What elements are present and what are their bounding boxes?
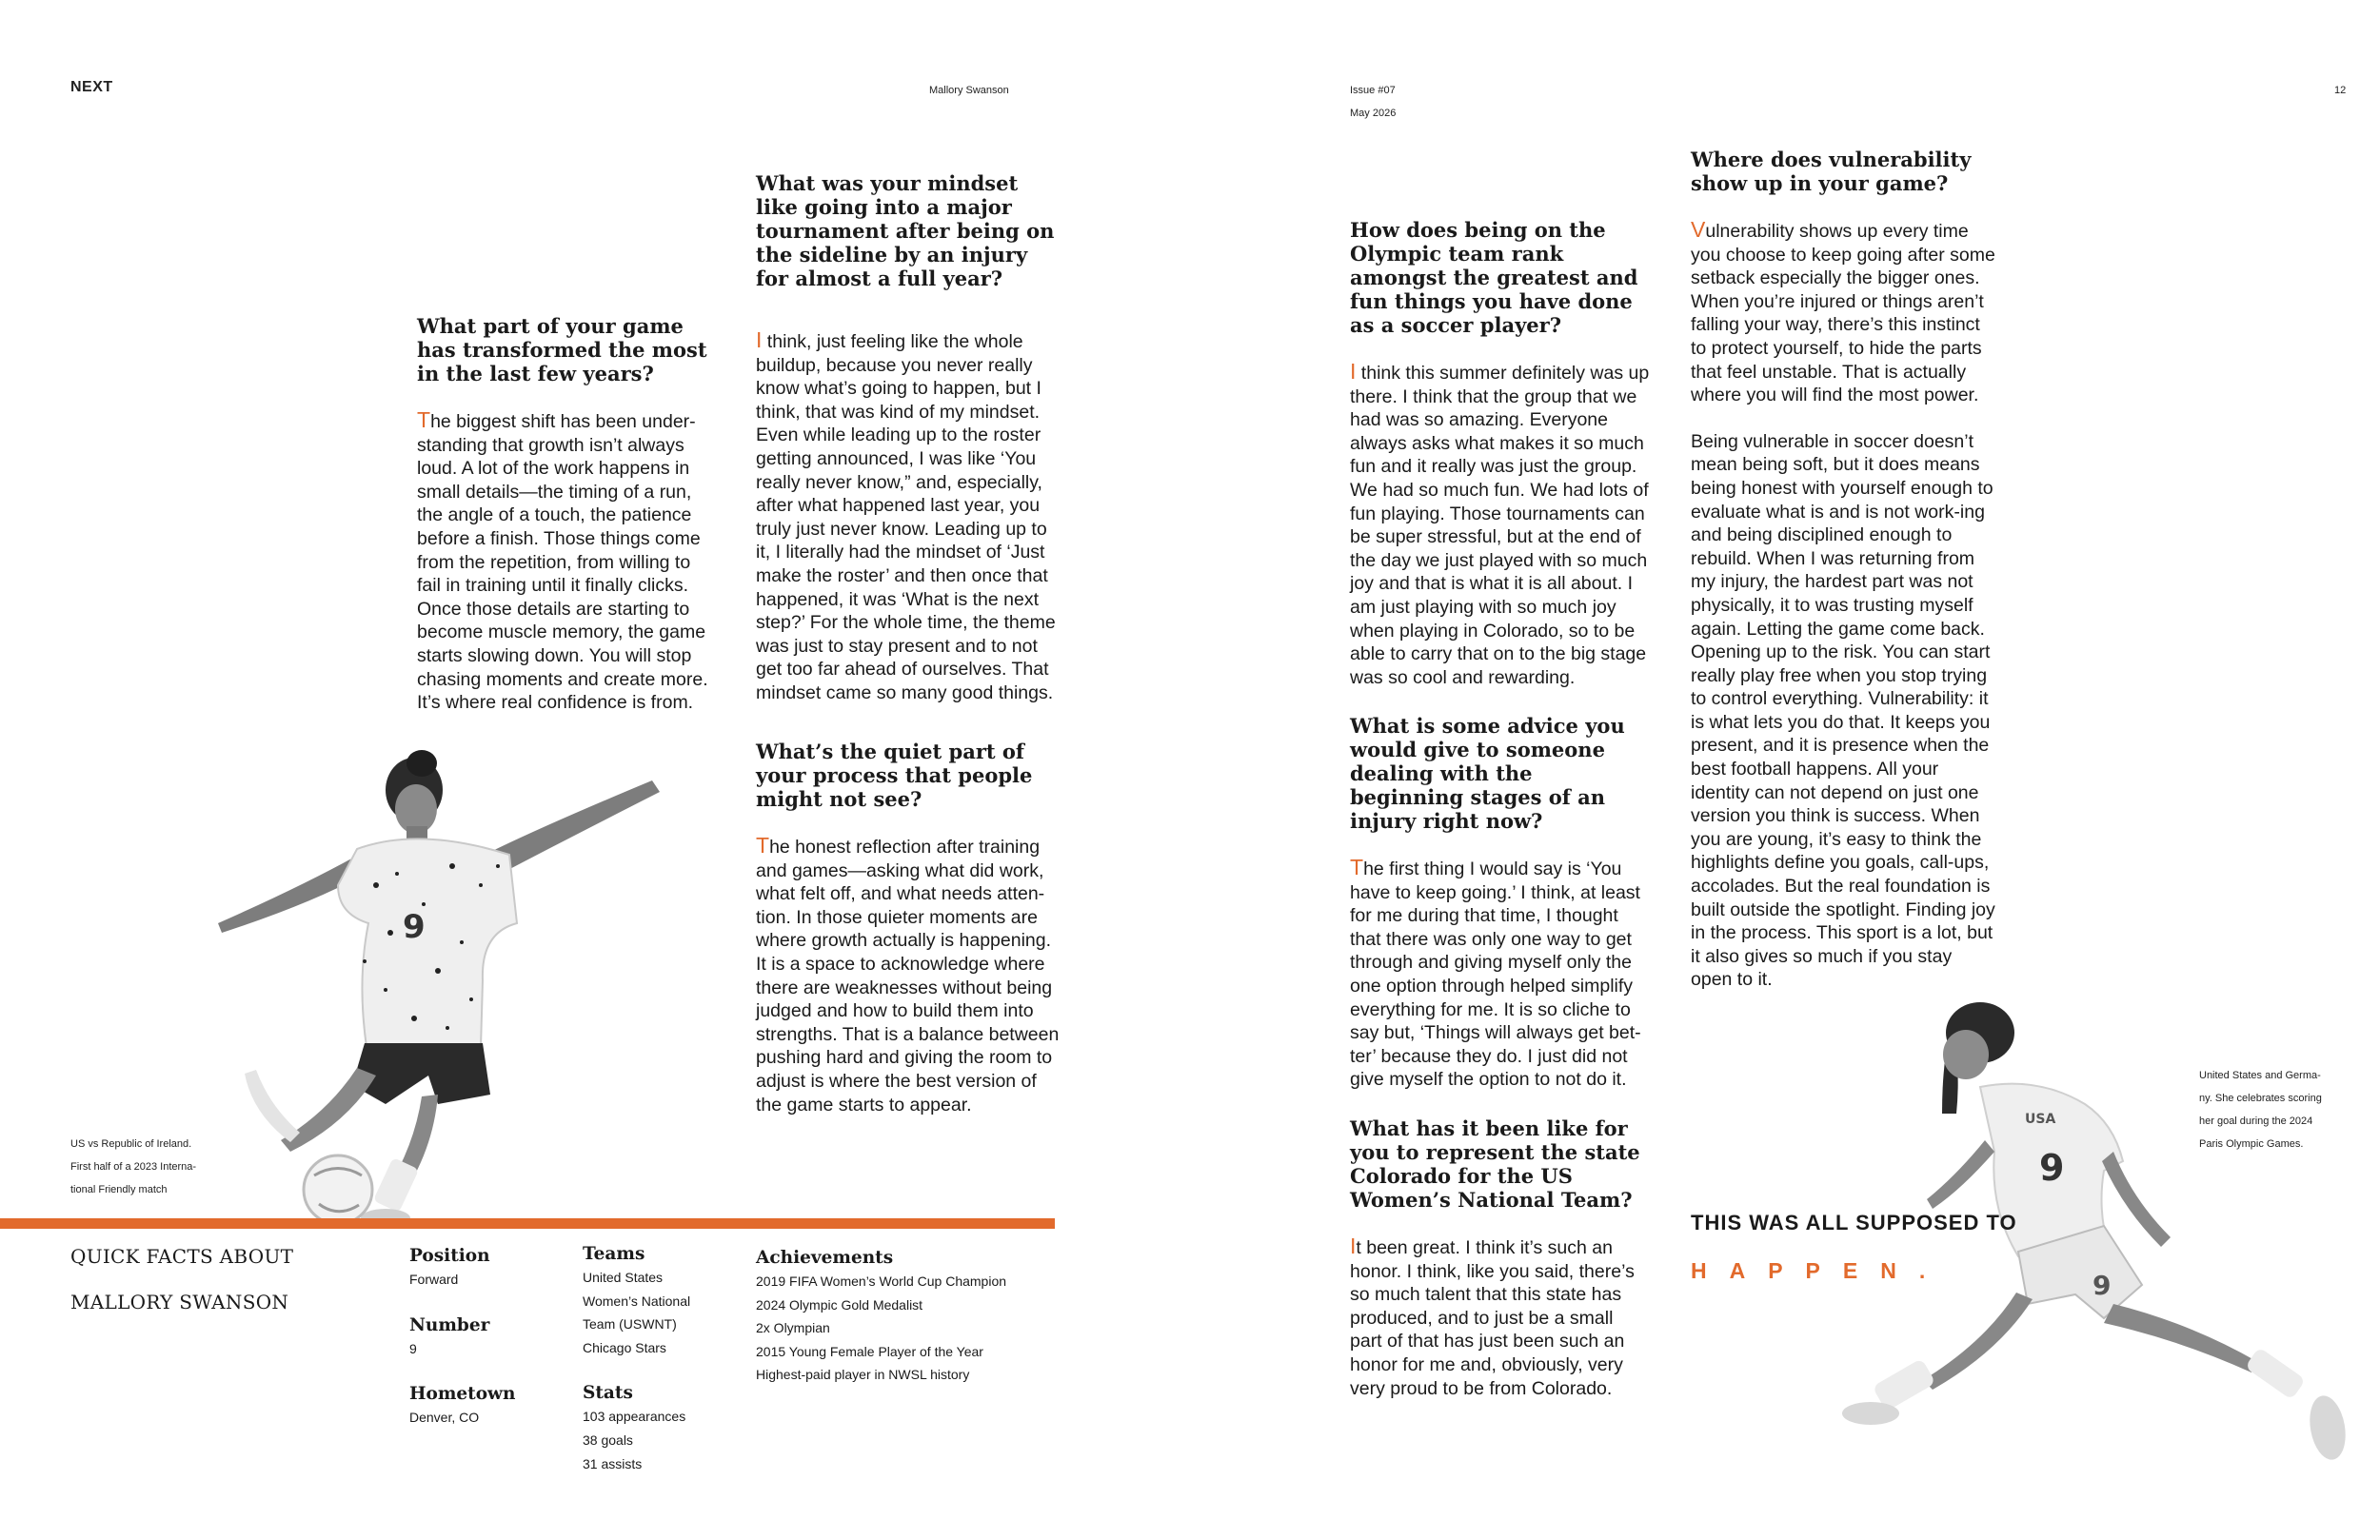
section-divider bbox=[0, 1218, 1055, 1229]
pull-quote-line-1: THIS WAS ALL SUPPOSED TO bbox=[1691, 1211, 2017, 1234]
caption-line: her goal during the 2024 bbox=[2199, 1116, 2313, 1127]
caption-line: tional Friendly match bbox=[70, 1184, 168, 1195]
hometown-label: Hometown bbox=[409, 1384, 516, 1405]
team-item: Team (USWNT) bbox=[583, 1316, 677, 1333]
drop-cap: V bbox=[1691, 217, 1706, 242]
issue-number: Issue #07 bbox=[1350, 85, 1396, 96]
position-label: Position bbox=[409, 1246, 490, 1266]
issue-date: May 2026 bbox=[1350, 108, 1397, 119]
answer-5 bbox=[1350, 856, 1650, 1092]
question-4: How does being on the Olympic team rank amongst the greatest and fun things you have done as a soccer player? bbox=[1350, 218, 1638, 337]
player-running-photo bbox=[1790, 980, 2361, 1494]
pull-quote-line-2: HAPPEN. bbox=[1691, 1258, 1949, 1283]
answer-3 bbox=[756, 834, 1061, 1116]
stat-item: 103 appearances bbox=[583, 1409, 686, 1425]
caption-line: United States and Germa- bbox=[2199, 1070, 2321, 1081]
answer-5-text: he first thing I would say is ‘You have to keep going.’ I think, at least for me during that time, I thought that there was only one way to get through and giving myself only the one option through helped simplify everything for me. It is so cliche to say but, ‘Things will always get bet-ter’ because they do. I just did not give myself the option to not do it. bbox=[1350, 859, 1641, 1091]
answer-1 bbox=[417, 408, 712, 715]
stat-item: 38 goals bbox=[583, 1431, 633, 1448]
author-name: Mallory Swanson bbox=[929, 85, 1009, 96]
jersey-crest-text: USA bbox=[2025, 1112, 2056, 1127]
photo-caption-left bbox=[70, 1133, 232, 1201]
team-item: Women’s National bbox=[583, 1293, 691, 1309]
shorts-number-icon: 9 bbox=[2092, 1270, 2112, 1301]
quick-facts-title bbox=[70, 1234, 293, 1325]
qa-block-2 bbox=[756, 171, 1061, 728]
number-label: Number bbox=[409, 1314, 490, 1335]
caption-line: US vs Republic of Ireland. bbox=[70, 1138, 192, 1150]
qa-block-1 bbox=[417, 314, 712, 738]
stat-item: 31 assists bbox=[583, 1455, 643, 1471]
drop-cap: I bbox=[1350, 359, 1357, 384]
caption-line: Paris Olympic Games. bbox=[2199, 1138, 2304, 1150]
question-1: What part of your game has transformed the most in the last few years? bbox=[417, 314, 707, 385]
jersey-number-right: 9 bbox=[2039, 1147, 2065, 1189]
qa-block-5 bbox=[1350, 714, 1650, 1115]
achievements-label: Achievements bbox=[756, 1248, 894, 1268]
fact-column-3 bbox=[756, 1247, 1061, 1387]
drop-cap: T bbox=[756, 833, 770, 858]
number-value: 9 bbox=[409, 1340, 417, 1356]
answer-4-text: think this summer definitely was up there. I think that the group that we had was so amazing. Everyone always asks what makes it so much fun and it really was just the group. We had so much fun. We had lots of fun playing. Those tournaments can be super stressful, but at the end of the day we just played with so much joy and that is what it is all about. I am just playing with so much joy when playing in Colorado, so to be able to carry that on to the big stage was so cool and rewarding. bbox=[1350, 363, 1650, 688]
answer-1-text: he biggest shift has been under-standing that growth isn’t always loud. A lot of the work happens in small details—the timing of a run, the angle of a touch, the patience before a finish. Those things come from the repetition, from willing to fail in training until it finally clicks. Once those details are starting to become muscle memory, the game starts slowing down. You will stop chasing moments and create more. It’s where real confidence is from. bbox=[417, 411, 708, 714]
page-number: 12 bbox=[2334, 85, 2347, 96]
question-2: What was your mindset like going into a major tournament after being on the sideline by an injury for almost a full year? bbox=[756, 171, 1055, 290]
answer-7-text: ulnerability shows up every time you choose to keep going after some setback especially the bigger ones. When you’re injured or things aren’t falling your way, there’s this instinct to protect yourself, to hide the parts that feel unstable. That is actually where you will find the most power. bbox=[1691, 221, 1995, 406]
achievement-item: 2x Olympian bbox=[756, 1320, 830, 1336]
section-label: NEXT bbox=[70, 79, 113, 95]
question-3: What’s the quiet part of your process that people might not see? bbox=[756, 740, 1033, 811]
quick-facts-title-line-1: QUICK FACTS ABOUT bbox=[70, 1245, 294, 1268]
drop-cap: I bbox=[756, 327, 763, 352]
answer-6 bbox=[1350, 1234, 1650, 1400]
answer-7-paragraph-2: Being vulnerable in soccer doesn’t mean being soft, but it does means being honest with yourself enough to evaluate what is and is not work-ing and being disciplined enough to rebuild. When I was returning from my injury, the hardest part was not physically, it to was trusting myself again. Letting the game come back. Opening up to the risk. You can start really play free when you stop trying to control everything. Vulnerability: it is what lets you do that. It keeps you present, and it is presence when the best football happens. All your identity can not depend on just one version you think is success. When you are young, it’s easy to think the highlights define you goals, call-ups, accolades. But the real foundation is built outside the spotlight. Finding joy in the process. This sport is a lot, but it also gives so much if you stay open to it. bbox=[1691, 430, 1995, 991]
caption-line: First half of a 2023 Interna- bbox=[70, 1161, 197, 1173]
answer-2 bbox=[756, 328, 1061, 705]
drop-cap: I bbox=[1350, 1234, 1357, 1258]
qa-block-3 bbox=[756, 740, 1061, 1139]
photo-caption-right bbox=[2199, 1064, 2342, 1155]
achievement-item: 2019 FIFA Women’s World Cup Champion bbox=[756, 1273, 1007, 1289]
quick-facts-title-line-2: MALLORY SWANSON bbox=[70, 1291, 289, 1313]
achievement-item: Highest-paid player in NWSL history bbox=[756, 1367, 970, 1383]
stats-label: Stats bbox=[583, 1383, 633, 1404]
teams-label: Teams bbox=[583, 1244, 645, 1264]
achievement-item: 2024 Olympic Gold Medalist bbox=[756, 1296, 923, 1313]
question-5: What is some advice you would give to someone dealing with the beginning stages of an injury right now? bbox=[1350, 714, 1625, 833]
fact-column-2 bbox=[583, 1243, 754, 1475]
qa-block-4 bbox=[1350, 218, 1650, 712]
fact-column-1 bbox=[409, 1245, 562, 1430]
answer-6-text: t been great. I think it’s such an honor. I think, like you said, there’s so much talent that this state has produced, and to just be a small part of that has just been such an honor for me and, obviously, very very proud to be from Colorado. bbox=[1350, 1237, 1635, 1399]
drop-cap: T bbox=[417, 407, 431, 432]
answer-3-text: he honest reflection after training and games—asking what did work, what felt off, and what needs atten-tion. In those quieter moments are where growth actually is happening. It is a space to acknowledge where there are weaknesses without being judged and how to build them into strengths. That is a balance between pushing hard and giving the room to adjust is where the best version of the game starts to appear. bbox=[756, 837, 1060, 1116]
answer-2-text: think, just feeling like the whole buildup, because you never really know what’s going to happen, but I think, that was kind of my mindset. Even while leading up to the roster getting announced, I was like ‘You really never know,” and, especially, after what happened last year, you truly just never know. Leading up to it, I literally had the mindset of ‘Just make the roster’ and then once that happened, it was ‘What is the next step?’ For the whole time, the theme was just to stay present and to not get too far ahead of ourselves. That mindset came so many good things. bbox=[756, 331, 1056, 703]
question-6: What has it been like for you to represent the state Colorado for the US Women’s National Team? bbox=[1350, 1116, 1640, 1212]
answer-7 bbox=[1691, 218, 1995, 992]
answer-4 bbox=[1350, 360, 1650, 689]
caption-line: ny. She celebrates scoring bbox=[2199, 1093, 2322, 1104]
qa-block-6 bbox=[1350, 1116, 1650, 1423]
achievement-item: 2015 Young Female Player of the Year bbox=[756, 1343, 983, 1359]
question-7: Where does vulnerability show up in your game? bbox=[1691, 148, 1972, 195]
qa-block-7 bbox=[1691, 148, 1995, 1015]
position-value: Forward bbox=[409, 1272, 459, 1287]
team-item: Chicago Stars bbox=[583, 1339, 666, 1355]
team-item: United States bbox=[583, 1270, 664, 1285]
player-kicking-photo bbox=[195, 742, 690, 1237]
drop-cap: T bbox=[1350, 855, 1364, 879]
jersey-number-left: 9 bbox=[403, 908, 426, 946]
hometown-value: Denver, CO bbox=[409, 1410, 480, 1426]
